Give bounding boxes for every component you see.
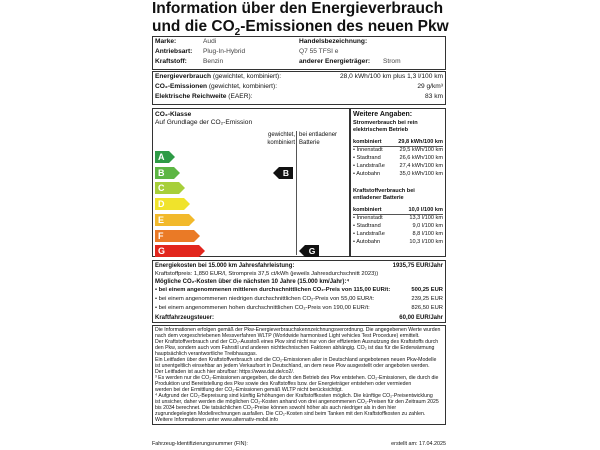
cost-row-label: • bei einem angenommenen niedrigen durchschnittlichen CO₂-Preis von 55,00 EUR/t: — [155, 296, 375, 302]
marke-label: Marke: — [155, 38, 177, 45]
energie-value: 28,0 kWh/100 km plus 1,3 l/100 km — [340, 73, 443, 80]
co2-class-subheading: Auf Grundlage der CO₂-Emission — [155, 119, 253, 126]
co2-class-heading: CO₂-Klasse — [155, 111, 192, 118]
kraft-heading: Kraftstoffverbrauch bei entladener Batterie — [353, 188, 415, 201]
kraft-row-label: kombiniert — [353, 207, 382, 213]
co2-row: CO₂-Emissionen (gewichtet, kombiniert): — [155, 83, 278, 90]
footnote-line: ³ Es werden nur die CO₂-Emissionen angegeben, die durch den Betrieb des Pkw entstehen. CO₂-Emissionen, die durch die — [155, 375, 439, 381]
strom-row-value: 26,6 kWh/100 km — [399, 155, 443, 161]
footnote-line: nach dem vorgeschriebenen Messverfahren WLTP (Worldwide harmonised Light vehicles Test Procedure) ermittelt. — [155, 333, 420, 339]
strom-row-label: • Landstraße — [353, 163, 385, 169]
footnotes-box — [152, 325, 446, 425]
class-label-e: E — [158, 214, 165, 225]
title-line-2: und die $CO_2$-Emissionen des neuen Pkw — [152, 18, 449, 39]
strom-row-value: 29,8 kWh/100 km — [398, 139, 443, 145]
kraft-row-value: 9,0 l/100 km — [412, 223, 443, 229]
strom-row-label: • Autobahn — [353, 171, 381, 177]
footnote-line: werden bei der Ermittlung der CO₂-Emissionen gemäß WLTP nicht berücksichtigt. — [155, 387, 343, 393]
footnote-line: Ein Leitfaden über den Kraftstoffverbrauch und die CO₂-Emissionen aller in Deutschland angebotenen neuen Pkw-Modelle — [155, 357, 437, 363]
handel-value: Q7 55 TFSI e — [299, 48, 339, 55]
consumption-box — [152, 71, 446, 105]
kraft-row-label: • Stadtrand — [353, 223, 381, 229]
cost-row-value: 826,50 EUR — [411, 305, 443, 311]
class-label-c: C — [158, 183, 165, 194]
costs-box — [152, 260, 446, 323]
cost-row-label: • bei einem angenommenen hohen durchschnittlichen CO₂-Preis von 190,00 EUR/t: — [155, 305, 370, 311]
handel-label: Handelsbezeichnung: — [299, 38, 368, 45]
date-label: erstellt am: 17.04.2025 — [391, 441, 446, 447]
anderer-label: anderer Energieträger: — [299, 58, 371, 65]
footnote-line: den Pkw, sondern auch vom Fahrstil und anderen nichttechnischen Faktoren abhängig. CO₂ ist das für die Erderwärmung — [155, 345, 435, 351]
reichweite-row: Elektrische Reichweite (EAER): — [155, 93, 253, 100]
strom-row-value: 29,5 kWh/100 km — [399, 147, 443, 153]
footnote-line: ⁴ Aufgrund der CO₂-Bepreisung sind künftig Erhöhungen der Kraftstoffkosten möglich. Die künftige CO₂-Preisentwicklung — [155, 393, 433, 399]
class-label-g: G — [158, 246, 166, 257]
co2-class-box — [152, 108, 350, 257]
kraft-row-label: • Autobahn — [353, 239, 381, 245]
footnote-line: ist unsicher, daher werden die möglichen CO₂-Kosten anhand von drei angenommenen CO₂-Preisen für den Zeitraum 2025 — [155, 399, 439, 405]
preise-line: Kraftstoffpreis: 1,850 EUR/l, Strompreis 37,5 ct/kWh (jeweils Jahresdurchschnitt 2023)) — [155, 271, 379, 277]
strom-heading: Stromverbrauch bei rein elektrischem Betrieb — [353, 120, 418, 133]
energiekosten-label: Energiekosten bei 15.000 km Jahresfahrleistung: — [155, 263, 295, 269]
weighted-class-marker: B — [273, 167, 293, 179]
col-discharged-label: bei entladener Batterie — [299, 132, 338, 146]
steuer-value: 60,00 EUR/Jahr — [399, 315, 443, 321]
antrieb-label: Antriebsart: — [155, 48, 193, 55]
steuer-label: Kraftfahrzeugsteuer: — [155, 315, 215, 321]
strom-row-label: • Stadtrand — [353, 155, 381, 161]
class-bar-g — [155, 245, 205, 257]
class-bar-e — [155, 214, 195, 226]
class-bar-b — [155, 167, 180, 179]
anderer-value: Strom — [383, 58, 401, 65]
discharged-class-marker: G — [299, 245, 319, 257]
footnote-line: Der Leitfaden ist auch hier abrufbar: https://www.dat.de/co2/. — [155, 369, 295, 375]
strom-row-value: 35,0 kWh/100 km — [399, 171, 443, 177]
strom-row-label: • Innenstadt — [353, 147, 383, 153]
footnote-line: Die Informationen erfolgen gemäß der Pkw-Energieverbrauchskennzeichnungsverordnung. Die angegebenen Werte wurden — [155, 327, 441, 333]
kraft-row-value: 10,0 l/100 km — [408, 207, 443, 213]
moegliche-label: Mögliche CO₂-Kosten über die nächsten 10 Jahre (15.000 km/Jahr):⁴ — [155, 279, 350, 285]
class-bar-f — [155, 230, 200, 242]
cost-row-label: • bei einem angenommenen mittleren durchschnittlichen CO₂-Preis von 115,00 EUR/t: — [155, 287, 391, 293]
class-label-f: F — [158, 230, 164, 241]
strom-row-label: kombiniert — [353, 139, 382, 145]
class-bar-d — [155, 198, 190, 210]
column-divider — [296, 131, 297, 255]
footnote-line: Weitere Informationen unter www.alternativ-mobil.info — [155, 417, 279, 423]
energie-row: Energieverbrauch (gewichtet, kombiniert): — [155, 73, 282, 80]
antrieb-value: Plug-In-Hybrid — [203, 48, 246, 55]
footnote-line: Der Kraftstoffverbrauch und der CO₂-Ausstoß eines Pkw sind nicht nur von der effizienten Ausnutzung des Kraftstoffs durch — [155, 339, 439, 345]
kraft-row-value: 10,3 l/100 km — [409, 239, 443, 245]
weitere-heading: Weitere Angaben: — [353, 111, 413, 118]
fin-label: Fahrzeug-Identifizierungsnummer (FIN): — [152, 441, 248, 447]
vehicle-info-box — [152, 36, 446, 70]
marke-value: Audi — [203, 38, 217, 45]
kraftstoff-label: Kraftstoff: — [155, 58, 187, 65]
class-bar-c — [155, 182, 185, 194]
kraftstoff-value: Benzin — [203, 58, 224, 65]
kraft-row-label: • Landstraße — [353, 231, 385, 237]
title-line-1: Information über den Energieverbrauch — [152, 0, 444, 17]
class-label-d: D — [158, 199, 165, 210]
col-weighted-label: gewichtet, kombiniert — [267, 132, 295, 146]
cost-row-value: 239,25 EUR — [411, 296, 443, 302]
cost-row-value: 500,25 EUR — [411, 287, 443, 293]
energiekosten-value: 1935,75 EUR/Jahr — [392, 263, 443, 269]
co2-value: 29 g/km³ — [417, 83, 443, 90]
class-label-b: B — [158, 167, 165, 178]
footnote-line: zugrundegelegten Modellrechnungen ausfallen. Die CO₂-Kosten sind beim Tanken mit den Kraftstoffkosten zu zahlen. — [155, 411, 426, 417]
footnote-line: bis 2034 berechnet. Die tatsächlichen CO₂-Preise können sowohl höher als auch niedriger als in den hier — [155, 405, 397, 411]
class-bar-a — [155, 151, 175, 163]
footnote-line: Produktion und Bereitstellung des Pkw sowie des Kraftstoffes bzw. der Energieträger entstehen oder vermieden — [155, 381, 412, 387]
kraft-row-label: • Innenstadt — [353, 215, 383, 221]
kraft-row-value: 8,8 l/100 km — [412, 231, 443, 237]
weitere-box — [350, 108, 446, 257]
footnote-line: hauptsächlich verantwortliche Treibhausgas. — [155, 351, 258, 357]
reichweite-value: 83 km — [425, 93, 443, 100]
strom-row-value: 27,4 kWh/100 km — [399, 163, 443, 169]
class-label-a: A — [158, 152, 165, 162]
footnote-line: ist unentgeltlich einsehbar an jedem Verkaufsort in Deutschland, an dem neue Pkw ausgestellt oder angeboten werden. — [155, 363, 430, 369]
kraft-row-value: 13,3 l/100 km — [409, 215, 443, 221]
